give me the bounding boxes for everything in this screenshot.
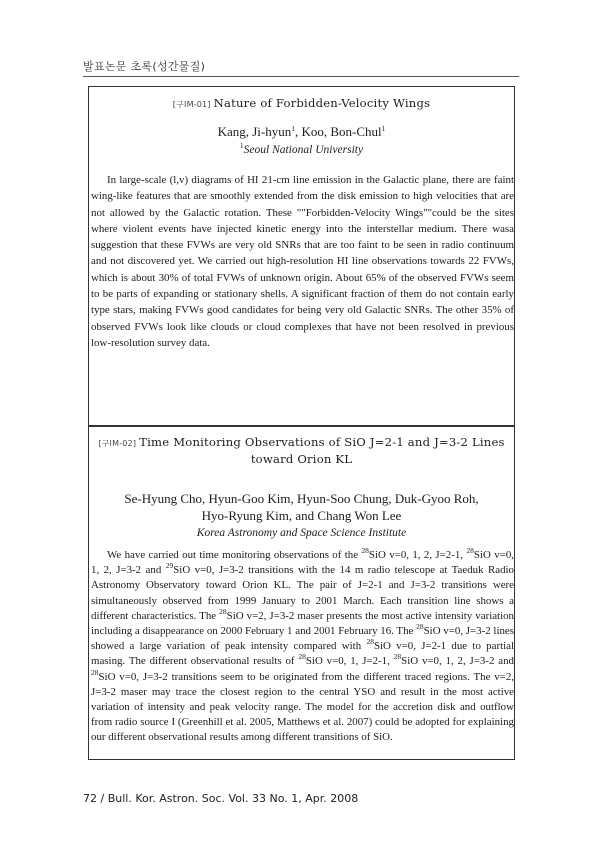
affil-mark: 1	[291, 124, 295, 133]
abstract-2-authors-line-1: Se-Hyung Cho, Hyun-Goo Kim, Hyun-Soo Chung, Duk-Gyoo Roh,	[124, 491, 479, 506]
abstract-2-body-segment: SiO v=0, J=3-2 transitions seem to be originated from the different traced regions. The v=2, J=3-2 maser may trace the closest region to the central YSO and result in the most active variation of intensity and peak velocity range. The model for the accretion disk and outflow from radio source I (Greenhill et al. 2005, Matthews et al. 2007) could be adopted for explaining our different observational results among different transitions of SiO.	[91, 670, 514, 744]
isotope-superscript: 28	[366, 637, 374, 647]
header-rule	[83, 76, 519, 77]
affiliation-text: Seoul National University	[243, 144, 364, 156]
abstract-2-body-segment: We have carried out time monitoring observations of the	[107, 549, 362, 561]
abstract-2-body-segment: SiO v=0, J=3-2 transitions with the 14 m radio telescope at Taeduk Radio Astronomy Observatory toward Orion KL. The pair of J=2-1 and J=3-2 transitions were simultaneously observed from 1999 January to 2001 March. Each transition line shows a different characteristics. The	[91, 564, 514, 622]
isotope-superscript: 28	[361, 546, 369, 555]
abstract-1-authors	[89, 123, 514, 141]
abstract-2-body-segment: SiO v=0, 1, 2, J=3-2 and	[91, 549, 514, 577]
abstract-2-affiliation: Korea Astronomy and Space Science Institute	[196, 527, 407, 539]
isotope-superscript: 28	[298, 652, 306, 662]
isotope-superscript: 28	[416, 622, 424, 632]
abstract-2-body-segment: SiO v=0, J=3-2 lines showed a large variation of peak intensity compared with	[91, 625, 514, 653]
page-footer: 72 / Bull. Kor. Astron. Soc. Vol. 33 No. 1, Apr. 2008	[83, 792, 359, 805]
affil-mark: 1	[381, 124, 386, 133]
abstract-2-body-segment: SiO v=0, 1, J=2-1,	[305, 655, 394, 668]
abstract-box-1	[88, 86, 515, 426]
abstract-1-title-line	[89, 95, 514, 113]
isotope-superscript: 28	[91, 667, 99, 677]
isotope-superscript: 28	[466, 546, 474, 555]
abstract-2-authors-line-2: Hyo-Ryung Kim, and Chang Won Lee	[201, 508, 402, 523]
author-kang: Kang, Ji-hyun	[217, 124, 292, 139]
abstract-1-code: [구IM-01]	[172, 100, 211, 109]
abstract-1-affiliation	[89, 142, 514, 158]
abstract-2-title-line-2: toward Orion KL	[250, 452, 353, 466]
abstract-2-body-segment: SiO v=2, J=3-2 maser presents the most active intensity variation including a disappearance on 2000 February 1 and 2001 February 16. The	[91, 609, 515, 638]
abstract-2-body-segment: SiO v=0, 1, 2, J=2-1,	[368, 549, 467, 561]
abstract-2-body-segment: SiO v=0, 1, 2, J=3-2 and	[401, 655, 514, 668]
running-header: 발표논문 초록(성간물질)	[83, 60, 206, 73]
isotope-superscript: 28	[393, 652, 402, 662]
abstract-2-code: [구IM-02]	[98, 439, 137, 448]
abstract-2-body-segment: SiO v=0, J=2-1 due to partial masing. The different observational results of	[91, 640, 514, 668]
isotope-superscript: 29	[165, 561, 174, 571]
abstract-1-title: Nature of Forbidden-Velocity Wings	[213, 96, 431, 110]
affil-mark: 1	[239, 141, 244, 150]
abstract-2-title-line-1	[89, 434, 514, 452]
isotope-superscript: 28	[219, 606, 227, 616]
abstract-2-body	[91, 548, 514, 746]
author-koo: , Koo, Bon-Chul	[295, 124, 382, 139]
abstract-box-2	[88, 426, 515, 760]
abstract-1-body: In large-scale (l,v) diagrams of HI 21-cm line emission in the Galactic plane, there are faint wing-like features that are smoothly extended from the disk emission to high velocities that are not allowed by the Galactic rotation. These ""Forbidden-Velocity Wings""could be the sites where violent events have injected kinetic energy into the interstellar medium. There wasa suggestion that these FVWs are very old SNRs that are too faint to be seen in radio continuum and not discovered yet. We carried out high-resolution HI line observations towards 22 FVWs, which is about 30% of total FVWs of unknown origin. About 65% of the observed FVWs seem to be parts of expanding or stationary shells. A significant fraction of them do not contain early type stars, making FVWs good candidates for being very old Galactic SNRs. The other 35% of observed FVWs look like clouds or cloud complexes that have not been resolved in previous low-resolution survey data.	[91, 174, 514, 349]
abstract-2-title: Time Monitoring Observations of SiO J=2-1 and J=3-2 Lines	[139, 435, 505, 449]
